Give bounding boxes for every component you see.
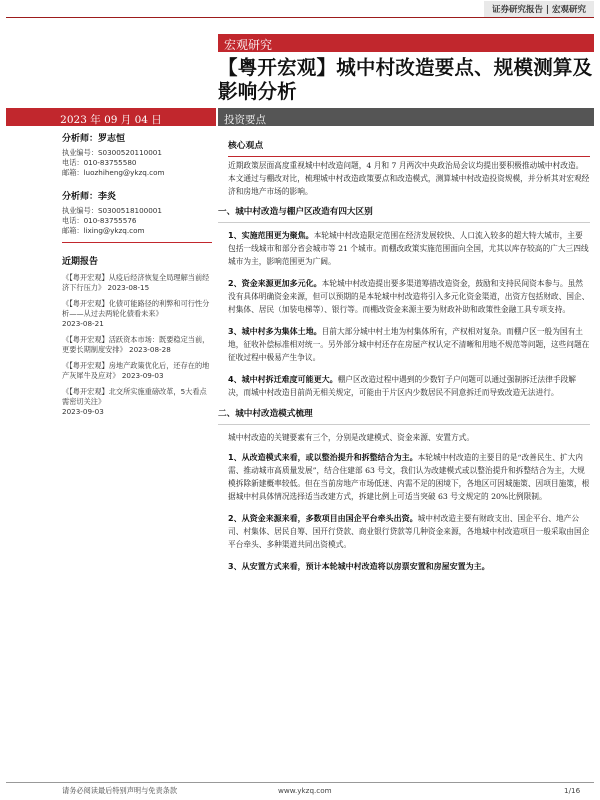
point-text: 城中村改造主要有财政支出、国企平台、地产公司、村集体、居民自筹、国开行贷款、商业银行贷款等几种资金来源，各地城中村改造项目一般采取由国企平台牵头、多种渠道共同出资模式。 <box>228 514 590 549</box>
point-text: 本轮城中村改造限定范围在经济发展较快、人口流入较多的超大特大城市，主要包括一线城市和部分省会城市等 21 个城市。而棚改政策实施范围面向全国，尤其以库存较高的广大三四线城市为主，影响范围更为广阔。 <box>228 231 589 266</box>
point-lead: 2、资金来源更加多元化。 <box>228 279 322 288</box>
investment-highlights-band <box>218 108 594 126</box>
recent-report-date: 2023-08-21 <box>62 319 104 328</box>
point-item <box>228 229 590 268</box>
analyst-phone: 电话：010-83755580 <box>62 158 137 167</box>
recent-report-title: 《【粤开宏观】北交所实施重磅改革，5大看点需密切关注》 <box>62 387 207 406</box>
recent-report-date: 2023-09-03 <box>62 407 104 416</box>
point-lead: 1、从改造模式来看，或以整治提升和拆整结合为主。 <box>228 453 418 462</box>
section-label: 宏观研究 <box>224 38 273 52</box>
recent-report-title: 《【粤开宏观】化债可能路径的利弊和可行性分析——从过去两轮化债看未来》 <box>62 299 210 318</box>
analyst-email[interactable]: 邮箱：luozhiheng@ykzq.com <box>62 168 165 177</box>
report-category-tag: 证券研究报告 | 宏观研究 <box>484 1 594 17</box>
analyst-email[interactable]: 邮箱：lixing@ykzq.com <box>62 226 145 235</box>
sidebar <box>62 130 212 423</box>
recent-report-date: 2023-08-15 <box>107 283 150 292</box>
recent-report-date: 2023-09-03 <box>121 371 164 380</box>
recent-report-item[interactable] <box>62 273 212 293</box>
recent-report-item[interactable] <box>62 335 212 355</box>
point-item <box>228 277 590 316</box>
analyst-license: 执业编号：S0300518100001 <box>62 206 162 215</box>
point-text: 本轮城中村改造提出要多渠道筹措改造资金，鼓励和支持民间资本参与。虽然没有具体明确资金来源，但可以预期的是本轮城中村改造将引入多元化资金渠道，出资方包括财政、国企、村集体、居民（加装电梯等）、银行等。而棚改资金来源主要为财政补助和政策性金融工具专项支持。 <box>228 279 590 314</box>
report-title: 【粤开宏观】城中村改造要点、规模测算及影响分析 <box>218 56 593 103</box>
recent-report-title: 《【粤开宏观】房地产政策优化后，还存在的地产灰犀牛及应对》 <box>62 361 210 380</box>
report-date: 2023 年 09 月 04 日 <box>60 114 162 126</box>
footer-divider <box>6 782 594 783</box>
section-intro: 城中村改造的关键要素有三个，分别是改建模式、资金来源、安置方式。 <box>228 433 475 442</box>
core-views-heading: 核心观点 <box>228 140 590 157</box>
recent-report-item[interactable] <box>62 299 212 329</box>
section-heading: 二、城中村改造模式梳理 <box>218 408 590 425</box>
point-lead: 4、城中村拆迁难度可能更大。 <box>228 375 338 384</box>
point-text: 本轮城中村改造的主要目的是“改善民生、扩大内需、推动城市高质量发展”，结合住建部 63 号文，我们认为改建模式或以整治提升和拆整结合为主，大规模拆除新建概率较低。但在当前房地产市场低迷、内需不足的困境下，各地区可因城施策、因项目施策，根据城中村具体情况选择适当改建方式，拆建比例上可适当突破 63 号文规定的 20%比例限制。 <box>228 453 590 501</box>
point-item <box>228 373 590 399</box>
point-item <box>228 512 590 551</box>
point-text: 目前大部分城中村土地为村集体所有，产权相对复杂。而棚户区一般为国有土地，征收补偿标准相对统一。另外部分城中村还存在房屋产权认定不清晰和用地不规范等问题，这些问题在征收过程中极易产生争议。 <box>228 327 590 362</box>
point-item <box>228 560 590 573</box>
core-intro: 近期政策层面高度重视城中村改造问题，4 月和 7 月两次中央政治局会议均提出要积极推动城中村改造。本文通过与棚改对比，梳理城中村改造政策要点和改造模式，测算城中村改造投资规模，并分析其对宏观经济和房地产市场的影响。 <box>228 161 590 196</box>
analyst-phone: 电话：010-83755576 <box>62 216 137 225</box>
analyst-name: 分析师：罗志恒 <box>62 134 126 144</box>
main-content <box>218 140 590 582</box>
recent-report-item[interactable] <box>62 361 212 381</box>
recent-reports-heading: 近期报告 <box>62 257 99 267</box>
analyst-block <box>62 134 212 178</box>
section-heading: 一、城中村改造与棚户区改造有四大区别 <box>218 206 590 223</box>
page-number: 1/16 <box>564 786 581 795</box>
point-lead: 3、从安置方式来看，预计本轮城中村改造将以房票安置和房屋安置为主。 <box>228 562 490 571</box>
header-divider <box>6 17 594 18</box>
report-header <box>0 0 600 18</box>
point-item <box>228 451 590 503</box>
sidebar-divider <box>62 242 212 243</box>
recent-report-title: 《【粤开宏观】从疫后经济恢复全局理解当前经济下行压力》 <box>62 273 210 292</box>
section-band <box>218 34 594 52</box>
analyst-block <box>62 192 212 236</box>
recent-report-item[interactable] <box>62 387 212 417</box>
point-lead: 3、城中村多为集体土地。 <box>228 327 322 336</box>
point-lead: 2、从资金来源来看，多数项目由国企平台牵头出资。 <box>228 514 418 523</box>
recent-report-date: 2023-08-28 <box>129 345 171 354</box>
website-link[interactable]: www.ykzq.com <box>278 786 332 795</box>
analyst-license: 执业编号：S0300520110001 <box>62 148 162 157</box>
point-lead: 1、实施范围更为聚焦。 <box>228 231 314 240</box>
point-item <box>228 325 590 364</box>
date-band <box>6 108 216 126</box>
point-text: 棚户区改造过程中遇到的少数钉子户问题可以通过强制拆迁法律手段解决，而城中村改造目前尚无相关规定，可能由于片区内少数居民不同意拆迁而导致改造无法进行。 <box>228 375 576 397</box>
recent-report-title: 《【粤开宏观】活跃资本市场：既要稳定当前，更要长期制度安排》 <box>62 335 210 354</box>
investment-highlights-label: 投资要点 <box>224 114 266 126</box>
analyst-name: 分析师：李炎 <box>62 192 117 202</box>
disclaimer-note: 请务必阅读最后特别声明与免责条款 <box>62 786 178 795</box>
